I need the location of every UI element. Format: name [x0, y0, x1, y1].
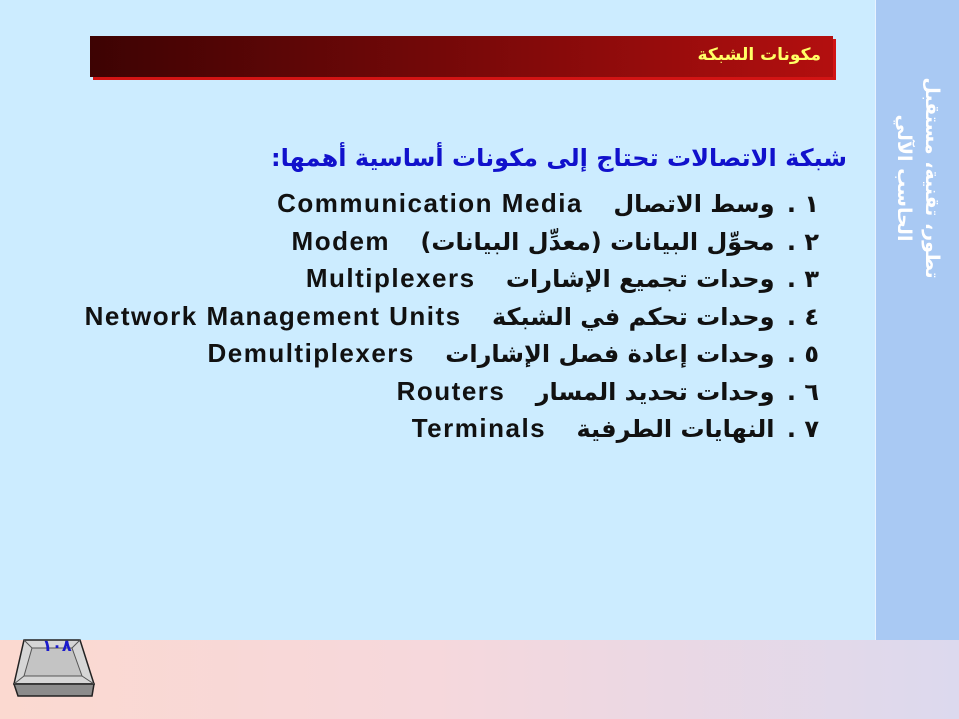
side-panel-line-2: الحاسب الآلي — [893, 114, 915, 242]
item-number: ٢ . — [786, 227, 819, 256]
side-panel-line-1: تطور، تقنية، مستقبل — [921, 77, 943, 279]
item-english: Terminals — [411, 413, 547, 443]
item-arabic: وسط الاتصال — [613, 190, 775, 218]
list-item — [85, 410, 819, 448]
list-item — [85, 335, 819, 373]
side-panel — [875, 0, 959, 640]
item-number: ٣ . — [786, 265, 819, 293]
list-item — [85, 298, 819, 336]
item-number: ١ . — [786, 190, 819, 218]
page-number: ١٠٨ — [42, 636, 72, 655]
item-english: Demultiplexers — [207, 338, 415, 368]
item-arabic: وحدات تحديد المسار — [535, 377, 775, 406]
slide-heading: شبكة الاتصالات تحتاج إلى مكونات أساسية أهمها: — [271, 144, 847, 172]
title-bar — [90, 36, 833, 77]
slide-title: مكونات الشبكة — [697, 45, 821, 65]
item-english: Network Management Units — [84, 300, 462, 331]
item-number: ٥ . — [786, 340, 819, 368]
item-english: Modem — [291, 225, 391, 256]
list-item — [85, 185, 819, 223]
item-arabic: وحدات تحكم في الشبكة — [491, 302, 775, 331]
item-english: Multiplexers — [305, 263, 476, 293]
list-item — [85, 373, 819, 411]
side-panel-text — [890, 77, 946, 278]
item-arabic: وحدات تجميع الإشارات — [505, 265, 775, 293]
item-english: Communication Media — [277, 188, 583, 218]
list-item — [85, 223, 819, 261]
item-arabic: النهايات الطرفية — [576, 415, 775, 443]
item-number: ٧ . — [786, 415, 819, 443]
item-number: ٦ . — [786, 377, 819, 406]
item-arabic: وحدات إعادة فصل الإشارات — [445, 340, 775, 368]
item-number: ٤ . — [786, 302, 819, 331]
item-english: Routers — [396, 375, 506, 406]
component-list — [85, 185, 819, 448]
list-item — [85, 260, 819, 298]
item-arabic: محوِّل البيانات (معدِّل البيانات) — [420, 227, 775, 256]
